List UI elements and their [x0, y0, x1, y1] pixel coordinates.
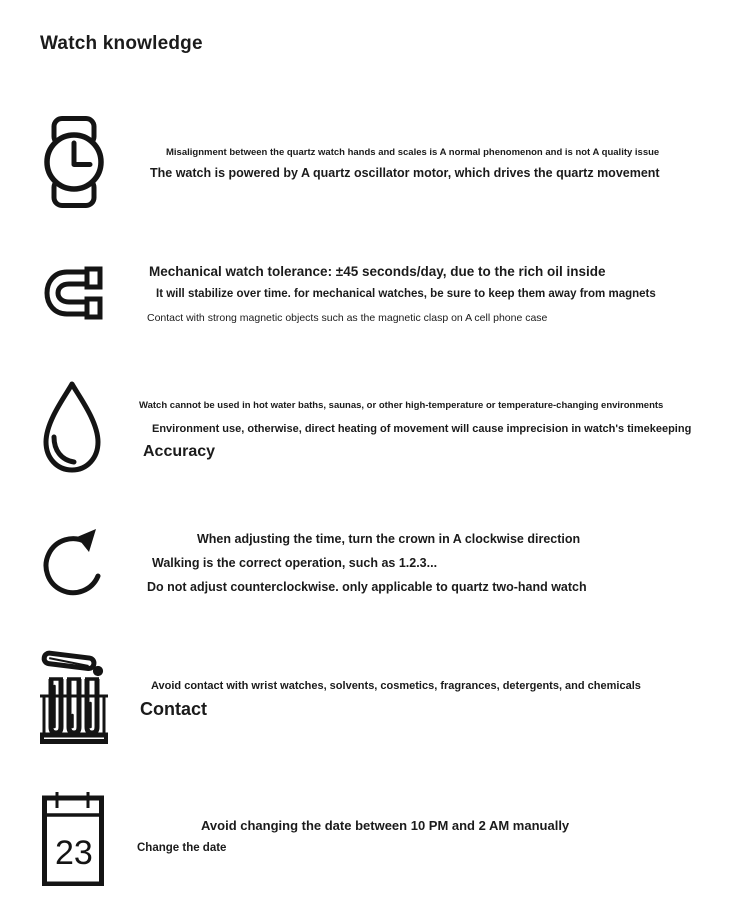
tip-line: When adjusting the time, turn the crown in A clockwise direction [197, 532, 581, 546]
magnet-icon [43, 266, 103, 320]
tip-heading-contact: Contact [140, 699, 207, 719]
tip-line: Contact with strong magnetic objects such as the magnetic clasp on A cell phone case [147, 312, 548, 324]
tip-line: Avoid contact with wrist watches, solvents, cosmetics, fragrances, detergents, and chemicals [151, 680, 641, 692]
tip-line: Environment use, otherwise, direct heating of movement will cause imprecision in watch's timekeeping [152, 423, 692, 435]
tip-line: Do not adjust counterclockwise. only applicable to quartz two-hand watch [147, 580, 587, 594]
wrist-watch-icon [43, 116, 105, 208]
test-tubes-icon [40, 648, 108, 744]
calendar-icon [42, 790, 104, 886]
calendar-day-number: 23 [55, 834, 93, 872]
tip-line: Mechanical watch tolerance: ±45 seconds/day, due to the rich oil inside [149, 264, 606, 279]
tip-line: It will stabilize over time. for mechanical watches, be sure to keep them away from magnets [156, 288, 656, 300]
tip-line: Watch cannot be used in hot water baths, saunas, or other high-temperature or temperature-changing environments [139, 400, 664, 411]
clockwise-arrow-icon [42, 524, 108, 606]
tip-line: Walking is the correct operation, such as 1.2.3... [152, 556, 438, 570]
tip-line: Change the date [137, 842, 227, 854]
water-drop-icon [40, 380, 104, 474]
tip-heading-accuracy: Accuracy [143, 443, 216, 460]
page-title: Watch knowledge [40, 33, 203, 54]
tip-line: Misalignment between the quartz watch hands and scales is A normal phenomenon and is not A quality issue [166, 147, 660, 158]
tip-line: The watch is powered by A quartz oscillator motor, which drives the quartz movement [150, 166, 660, 180]
tip-line: Avoid changing the date between 10 PM and 2 AM manually [201, 818, 570, 833]
